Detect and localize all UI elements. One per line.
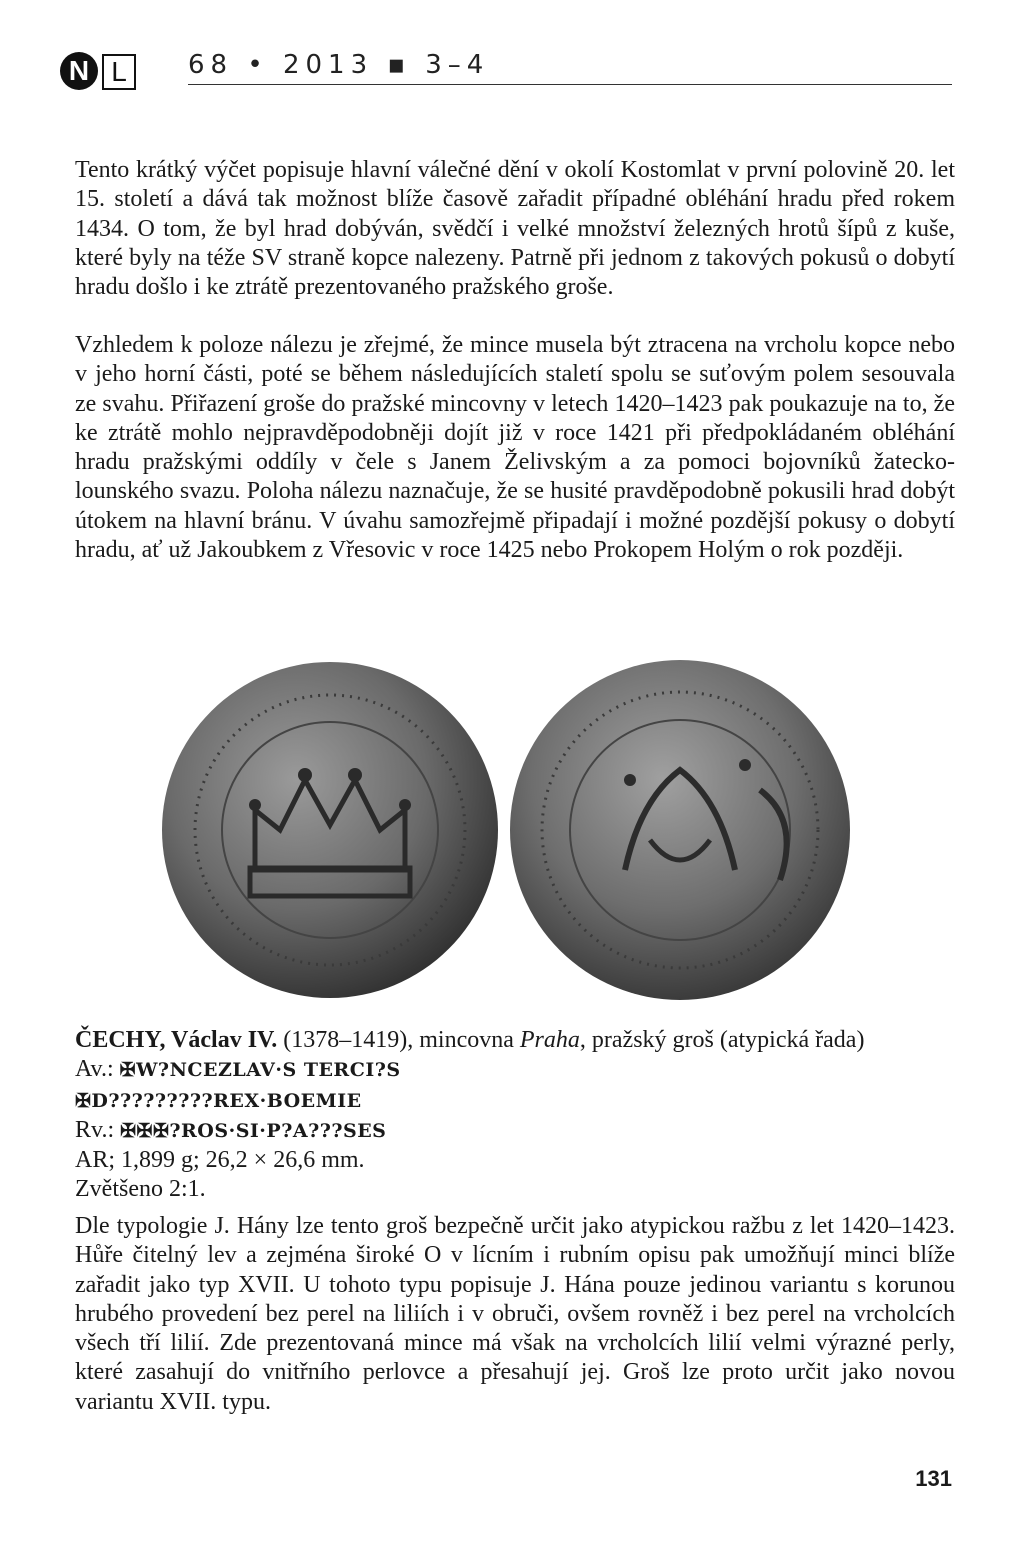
- logo-n: N: [60, 52, 98, 90]
- reverse-legend: ✠✠✠?ROS·SI·P?A???SES: [120, 1119, 387, 1142]
- page-header: [56, 48, 952, 100]
- caption-dates: (1378–1419), mincovna: [277, 1027, 520, 1053]
- caption-reverse: [75, 1116, 955, 1146]
- paragraph-2: Vzhledem k poloze nálezu je zřejmé, že mince musela být ztracena na vrcholu kopce nebo v jeho horní části, poté se během následujících staletí spolu se suťovým polem sesouvala ze svahu. Přiřazení groše do pražské mincovny v letech 1420–1423 pak poukazuje na to, že ke ztrátě mohlo nejpravděpodobněji dojít již v roce 1421 při předpokládaném obléhání hradu pražskými oddíly v čele s Janem Želivským a za pomoci bojovníků žatecko-lounského svazu. Poloha nálezu naznačuje, že se husité pravděpodobně pokusili hrad dobýt útokem na hlavní bránu. V úvahu samozřejmě připadají i možné pozdější pokusy o dobytí hradu, ať už Jakoubkem z Vřesovic v roce 1425 nebo Prokopem Holým o rok později.: [75, 332, 955, 564]
- paragraph-1: Tento krátký výčet popisuje hlavní válečné dění v okolí Kostomlat v první polovině 20. let 15. století a dává tak možnost blíže časově zařadit případné obléhání hradu před rokem 1434. O tom, že byl hrad dobýván, svědčí i velké množství železných hrotů šípů z kuše, které byly na téže SV straně kopce nalezeny. Patrně při jednom z takových pokusů o dobytí hradu došlo i ke ztrátě prezentovaného pražského groše.: [75, 157, 955, 301]
- reverse-coin: [510, 660, 850, 1000]
- caption-obverse-2: [75, 1086, 955, 1116]
- paragraph-3: Dle typologie J. Hány lze tento groš bezpečně určit jako atypickou ražbu z let 1420–1423. Hůře čitelný lev a zejména široké O v lícním i rubním opisu pak umožňují minci blíže zařadit jako typ XVII. U tohoto typu popisuje J. Hána pouze jedinou variantu s korunou hrubého provedení bez perel na liliích i v obruči, ovšem rovněž i bez perel na vrcholcích všech tří lilií. Zde prezentovaná mince má však na vrcholcích lilií velmi výrazné perly, které zasahují do vnitřního perlovce a přesahují jej. Groš lze proto určit jako novou variantu XVII. typu.: [75, 1213, 955, 1415]
- caption-mint: Praha: [519, 1027, 580, 1053]
- caption-country-ruler: ČECHY, Václav IV.: [75, 1027, 278, 1053]
- obverse-label: Av.:: [75, 1056, 120, 1083]
- coin-caption: [75, 1026, 955, 1205]
- issue-number: 68 • 2013 ▪ 3–4: [188, 50, 490, 80]
- page-number: 131: [915, 1466, 952, 1491]
- obverse-legend-2: ✠D?????????REX·BOEMIE: [75, 1089, 362, 1112]
- coin-photo: [160, 640, 860, 1020]
- obverse-legend-1: ✠W?NCEZLAV·S TERCI?S: [119, 1059, 401, 1082]
- caption-enlarged: Zvětšeno 2:1.: [75, 1176, 206, 1203]
- caption-denomination: , pražský groš (atypická řada): [579, 1027, 865, 1053]
- caption-specs: AR; 1,899 g; 26,2 × 26,6 mm.: [75, 1147, 365, 1174]
- journal-logo: [56, 52, 176, 96]
- header-rule: [188, 84, 952, 85]
- obverse-coin: [162, 662, 498, 998]
- caption-obverse: [75, 1055, 955, 1085]
- coin-photo-svg: [160, 640, 860, 1020]
- caption-title: [75, 1026, 955, 1055]
- logo-l: L: [102, 54, 136, 90]
- reverse-label: Rv.:: [75, 1116, 121, 1143]
